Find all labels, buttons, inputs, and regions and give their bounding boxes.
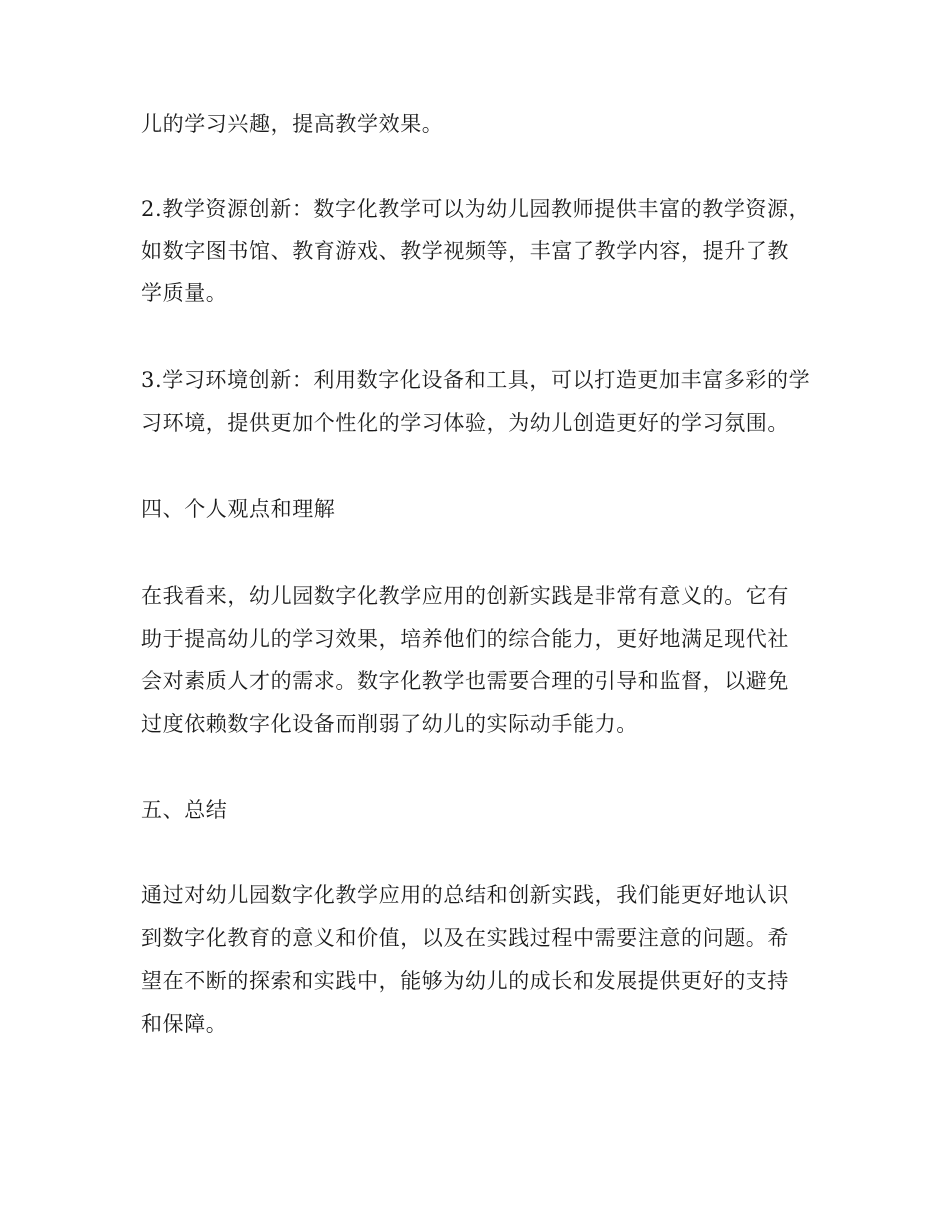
paragraph-line: 到数字化教育的意义和价值，以及在实践过程中需要注意的问题。希 xyxy=(141,926,789,950)
paragraph-line: 过度依赖数字化设备而削弱了幼儿的实际动手能力。 xyxy=(141,712,638,736)
paragraph-line: 如数字图书馆、教育游戏、教学视频等，丰富了教学内容，提升了教 xyxy=(141,239,789,263)
paragraph-line: 儿的学习兴趣，提高教学效果。 xyxy=(141,112,444,136)
paragraph-line: 习环境，提供更加个性化的学习体验，为幼儿创造更好的学习氛围。 xyxy=(141,411,789,435)
paragraph-line: 和保障。 xyxy=(141,1012,228,1036)
paragraph-line: 3.学习环境创新：利用数字化设备和工具，可以打造更加丰富多彩的学 xyxy=(141,368,811,392)
paragraph-line: 会对素质人才的需求。数字化教学也需要合理的引导和监督，以避免 xyxy=(141,669,789,693)
paragraph-line: 助于提高幼儿的学习效果，培养他们的综合能力，更好地满足现代社 xyxy=(141,627,789,651)
paragraph-line: 学质量。 xyxy=(141,281,228,305)
section-heading: 五、总结 xyxy=(141,798,228,822)
paragraph-line: 2.教学资源创新：数字化教学可以为幼儿园教师提供丰富的教学资源， xyxy=(141,197,811,221)
paragraph-line: 望在不断的探索和实践中，能够为幼儿的成长和发展提供更好的支持 xyxy=(141,969,789,993)
paragraph-line: 在我看来，幼儿园数字化教学应用的创新实践是非常有意义的。它有 xyxy=(141,584,789,608)
paragraph-line: 通过对幼儿园数字化教学应用的总结和创新实践，我们能更好地认识 xyxy=(141,883,789,907)
section-heading: 四、个人观点和理解 xyxy=(141,497,336,521)
